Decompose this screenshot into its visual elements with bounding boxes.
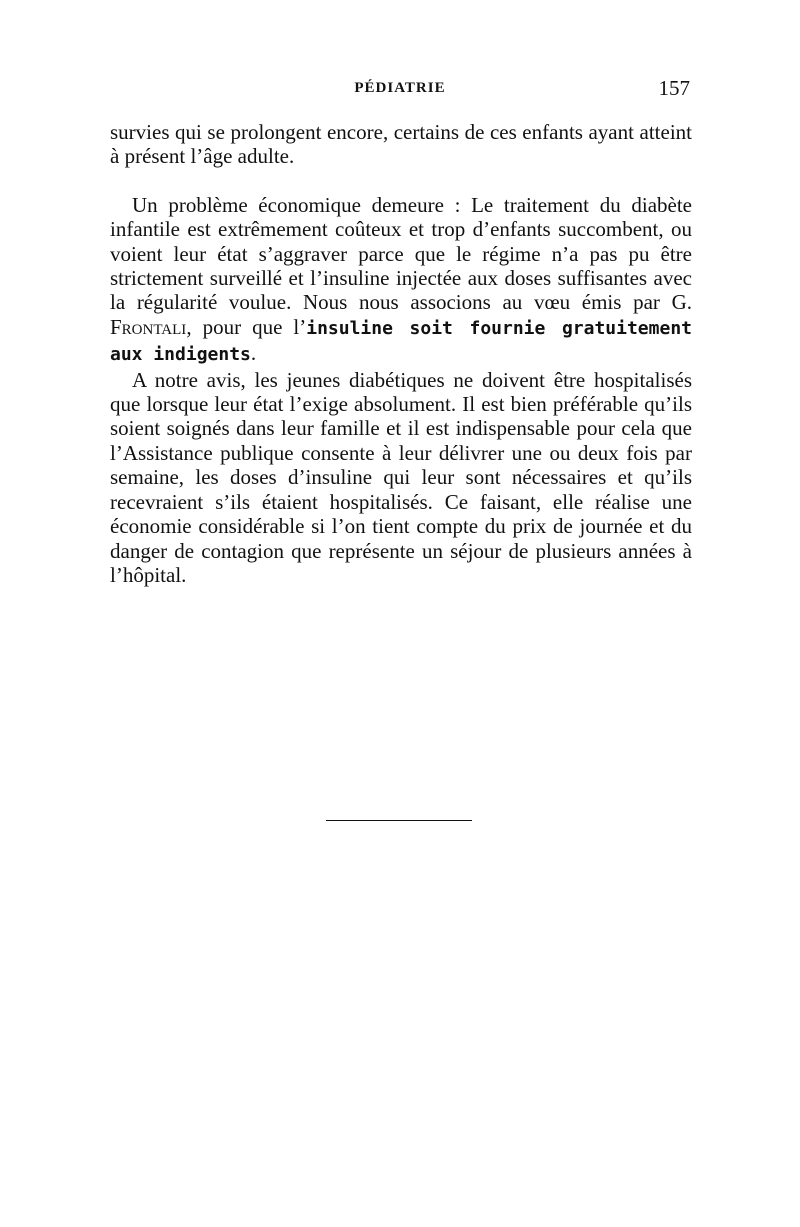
paragraph-opinion: [110, 368, 692, 588]
paragraph-text: A notre avis, les jeunes diabétiques ne doivent être hospitalisés que lorsque leur état l’exige absolument. Il est bien préférable qu’ils soient soignés dans leur famille et il est indispensable pour cela que l’Assistance publique consente à leur délivrer une ou deux fois par semaine, les doses d’insuline qui leur sont nécessaires et qu’ils recevraient s’ils étaient hospitalisés. Ce faisant, elle réalise une économie considérable si l’on tient compte du prix de journée et du danger de contagion que représente un séjour de plusieurs années à l’hôpital.: [110, 367, 692, 587]
paragraph-text: .: [250, 341, 257, 366]
paragraph-continuation: [110, 120, 692, 169]
paragraph-economic-problem: [110, 193, 692, 368]
paragraph-text: survies qui se prolongent encore, certains de ces enfants ayant atteint à présent l’âge adulte.: [110, 120, 692, 169]
section-end-rule: [326, 820, 472, 821]
paragraph-text: Un problème économique demeure : Le traitement du diabète infantile est extrêmement coûteux et trop d’enfants succombent, ou voient leur état s’aggraver parce que le régime n’a pas pu être strictement surveillé et l’insuline injectée aux doses suffisantes avec la régularité voulue. Nous nous associons au vœu émis par G.: [110, 192, 692, 315]
body-text: [110, 120, 692, 587]
author-name: Frontali: [110, 314, 187, 339]
running-head-title: PÉDIATRIE: [354, 80, 446, 96]
page-number: 157: [658, 76, 690, 100]
emphasized-text: insuline soit fournie gratuitement aux indigents: [110, 317, 692, 366]
running-head: [110, 76, 690, 104]
paragraph-text: , pour que l’: [186, 314, 307, 339]
